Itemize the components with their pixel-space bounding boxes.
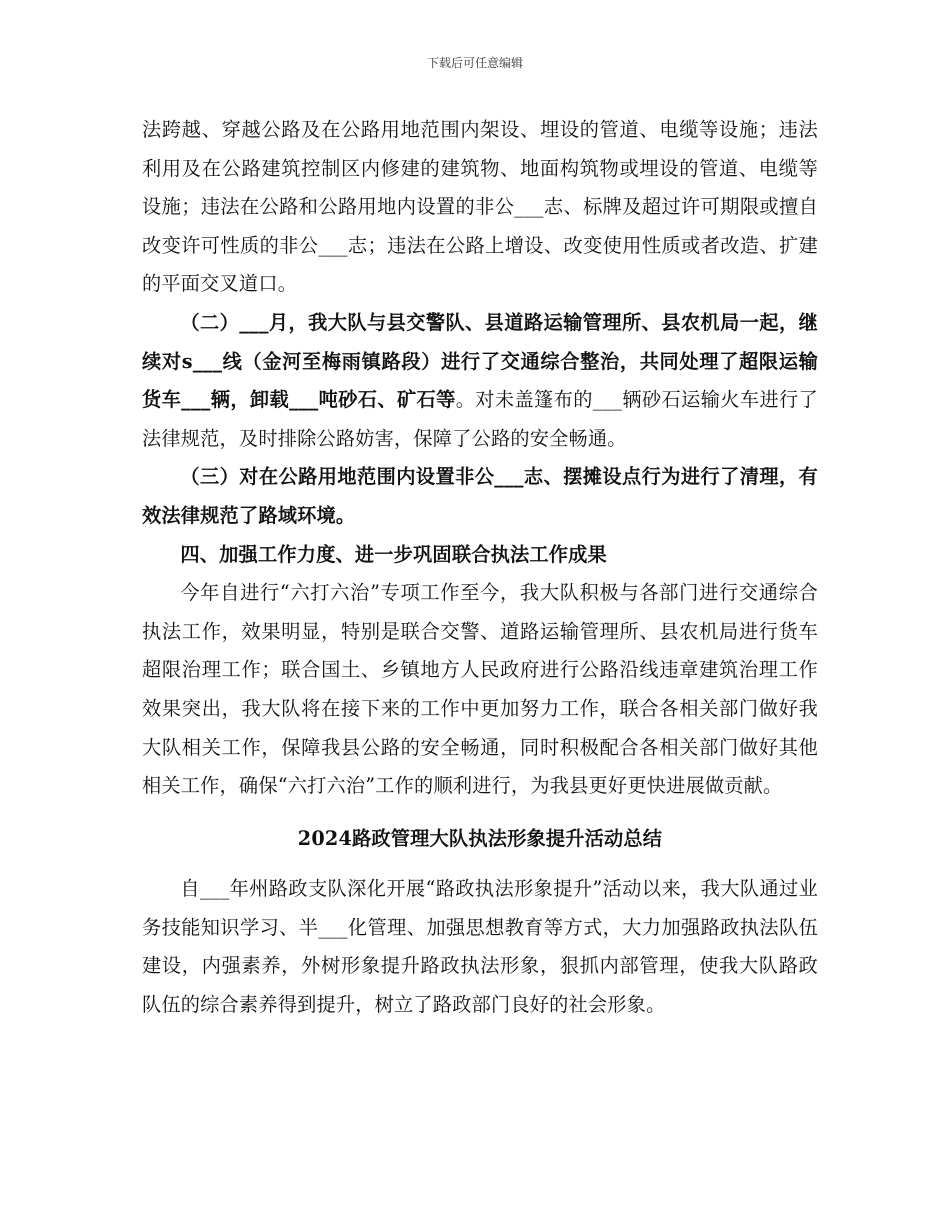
paragraph-joint-rectification xyxy=(142,304,818,458)
paragraph-violations: 法跨越、穿越公路及在公路用地范围内架设、埋设的管道、电缆等设施；违法利用及在公路建筑控制区内修建的建筑物、地面构筑物或埋设的管道、电缆等设施；违法在公路和公路用地内设置的非公___志、标牌及超过许可期限或擅自改变许可性质的非公___志；违法在公路上增设、改变使用性质或者改造、扩建的平面交叉道口。 xyxy=(142,118,818,296)
paragraph-summary: 今年自进行“六打六治”专项工作至今，我大队积极与各部门进行交通综合执法工作，效果明显，特别是联合交警、道路运输管理所、县农机局进行货车超限治理工作；联合国土、乡镇地方人民政府进行公路沿线违章建筑治理工作效果突出，我大队将在接下来的工作中更加努力工作，联合各相关部门做好我大队相关工作，保障我县公路的安全畅通，同时积极配合各相关部门做好其他相关工作，确保“六打六治”工作的顺利进行，为我县更好更快进展做贡献。 xyxy=(142,581,818,798)
paragraph-joint-rectification-bold: （二）___月，我大队与县交警队、县道路运输管理所、县农机局一起，继续对s___线（金河至梅雨镇路段）进行了交通综合整治，共同处理了超限运输货车___辆，卸载___吨砂石、矿石等 xyxy=(142,310,818,412)
page-header: 下载后可任意编辑 xyxy=(426,56,523,70)
document-title: 2024路政管理大队执法形象提升活动总结 xyxy=(297,826,663,850)
paragraph-cleanup: （三）对在公路用地范围内设置非公___志、摆摊设点行为进行了清理，有效法律规范了路域环境。 xyxy=(142,465,818,527)
section-heading-four: 四、加强工作力度、进一步巩固联合执法工作成果 xyxy=(180,542,607,566)
document-body xyxy=(142,111,818,1025)
paragraph-joint-rectification-rest: 。对未盖篷布的___辆砂石运输火车进行了法律规范，及时排除公路妨害，保障了公路的安全畅通。 xyxy=(142,388,818,450)
paragraph-intro: 自___年州路政支队深化开展“路政执法形象提升”活动以来，我大队通过业务技能知识学习、半___化管理、加强思想教育等方式，大力加强路政执法队伍建设，内强素养，外树形象提升路政执法形象，狠抓内部管理，使我大队路政队伍的综合素养得到提升，树立了路政部门良好的社会形象。 xyxy=(142,877,818,1017)
